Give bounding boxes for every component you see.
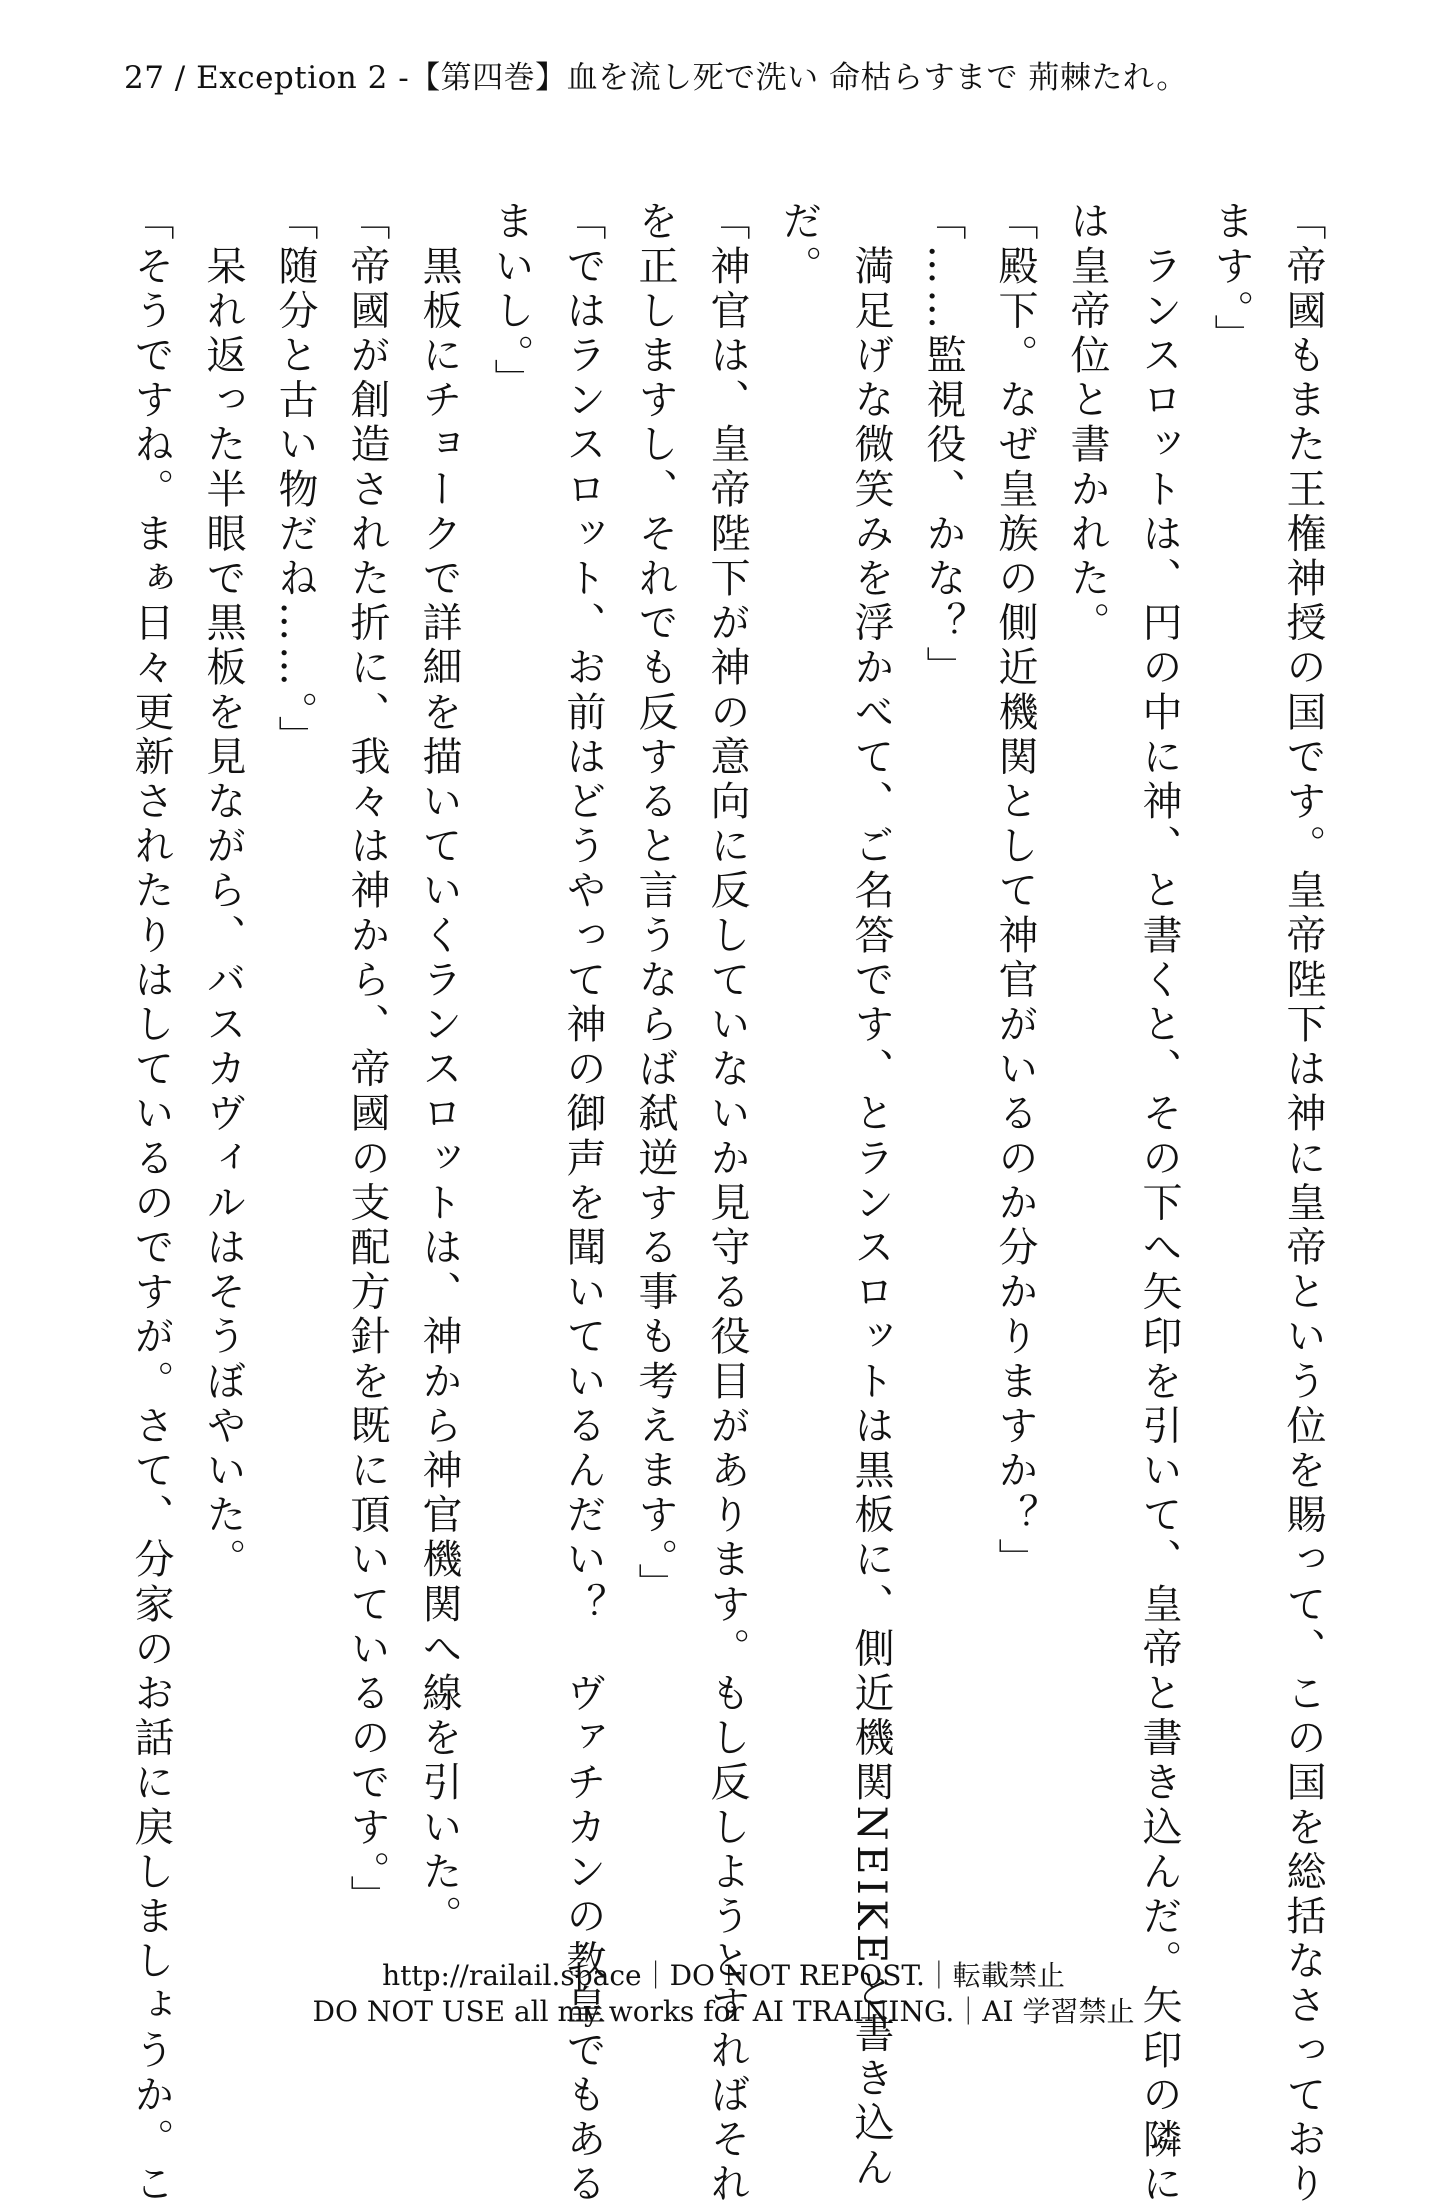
text-column: ランスロットは、円の中に神、と書くと、その下へ矢印を引いて、皇帝と書き込んだ。矢印の隣に (1136, 200, 1182, 2207)
text-column: 「帝國が創造された折に、我々は神から、帝國の支配方針を既に頂いているのです。」 (344, 200, 390, 1920)
text-column: は皇帝位と書かれた。 (1064, 200, 1110, 646)
footer-notice-line-2: DO NOT USE all my works for AI TRAINING.｜AI 学習禁止 (312, 1995, 1135, 2028)
text-column: 「神官は、皇帝陛下が神の意向に反していないか見守る役目があります。もし反しようとすればそれ (704, 200, 750, 2207)
text-column: 「帝國もまた王権神授の国です。皇帝陛下は神に皇帝という位を賜って、この国を総括なさっており (1280, 200, 1326, 2207)
text-column: 「……監視役、かな？」 (920, 200, 966, 691)
text-column: 「ではランスロット、お前はどうやって神の御声を聞いているんだい？ ヴァチカンの教皇でもある (560, 200, 606, 2207)
text-column: まいし。」 (488, 200, 534, 403)
text-column: ます。」 (1208, 200, 1254, 359)
text-column: 「そうですね。まぁ日々更新されたりはしているのですが。さて、分家のお話に戻しましょうか。こ (128, 200, 174, 2207)
text-column: だ。 (776, 200, 822, 290)
text-column: 黒板にチョークで詳細を描いていくランスロットは、神から神官機関へ線を引いた。 (416, 200, 462, 1940)
text-column: 「殿下。なぜ皇族の側近機関として神官がいるのか分かりますか？」 (992, 200, 1038, 1583)
text-column: を正しますし、それでも反すると言うならば弑逆する事も考えます。」 (632, 200, 678, 1608)
footer-notice-line-1: http://railail.space｜DO NOT REPOST.｜転載禁止 (382, 1959, 1065, 1992)
page-header-title: 27 / Exception 2 -【第四巻】血を流し死で洗い 命枯らすまで 荊棘たれ。 (124, 60, 1188, 96)
text-column: 呆れ返った半眼で黒板を見ながら、バスカヴィルはそうぼやいた。 (200, 200, 246, 1583)
text-column: 「随分と古い物だね……。」 (272, 200, 318, 760)
text-column: 満足げな微笑みを浮かべて、ご名答です、とランスロットは黒板に、側近機関NEIKEと書き込ん (848, 200, 894, 2191)
